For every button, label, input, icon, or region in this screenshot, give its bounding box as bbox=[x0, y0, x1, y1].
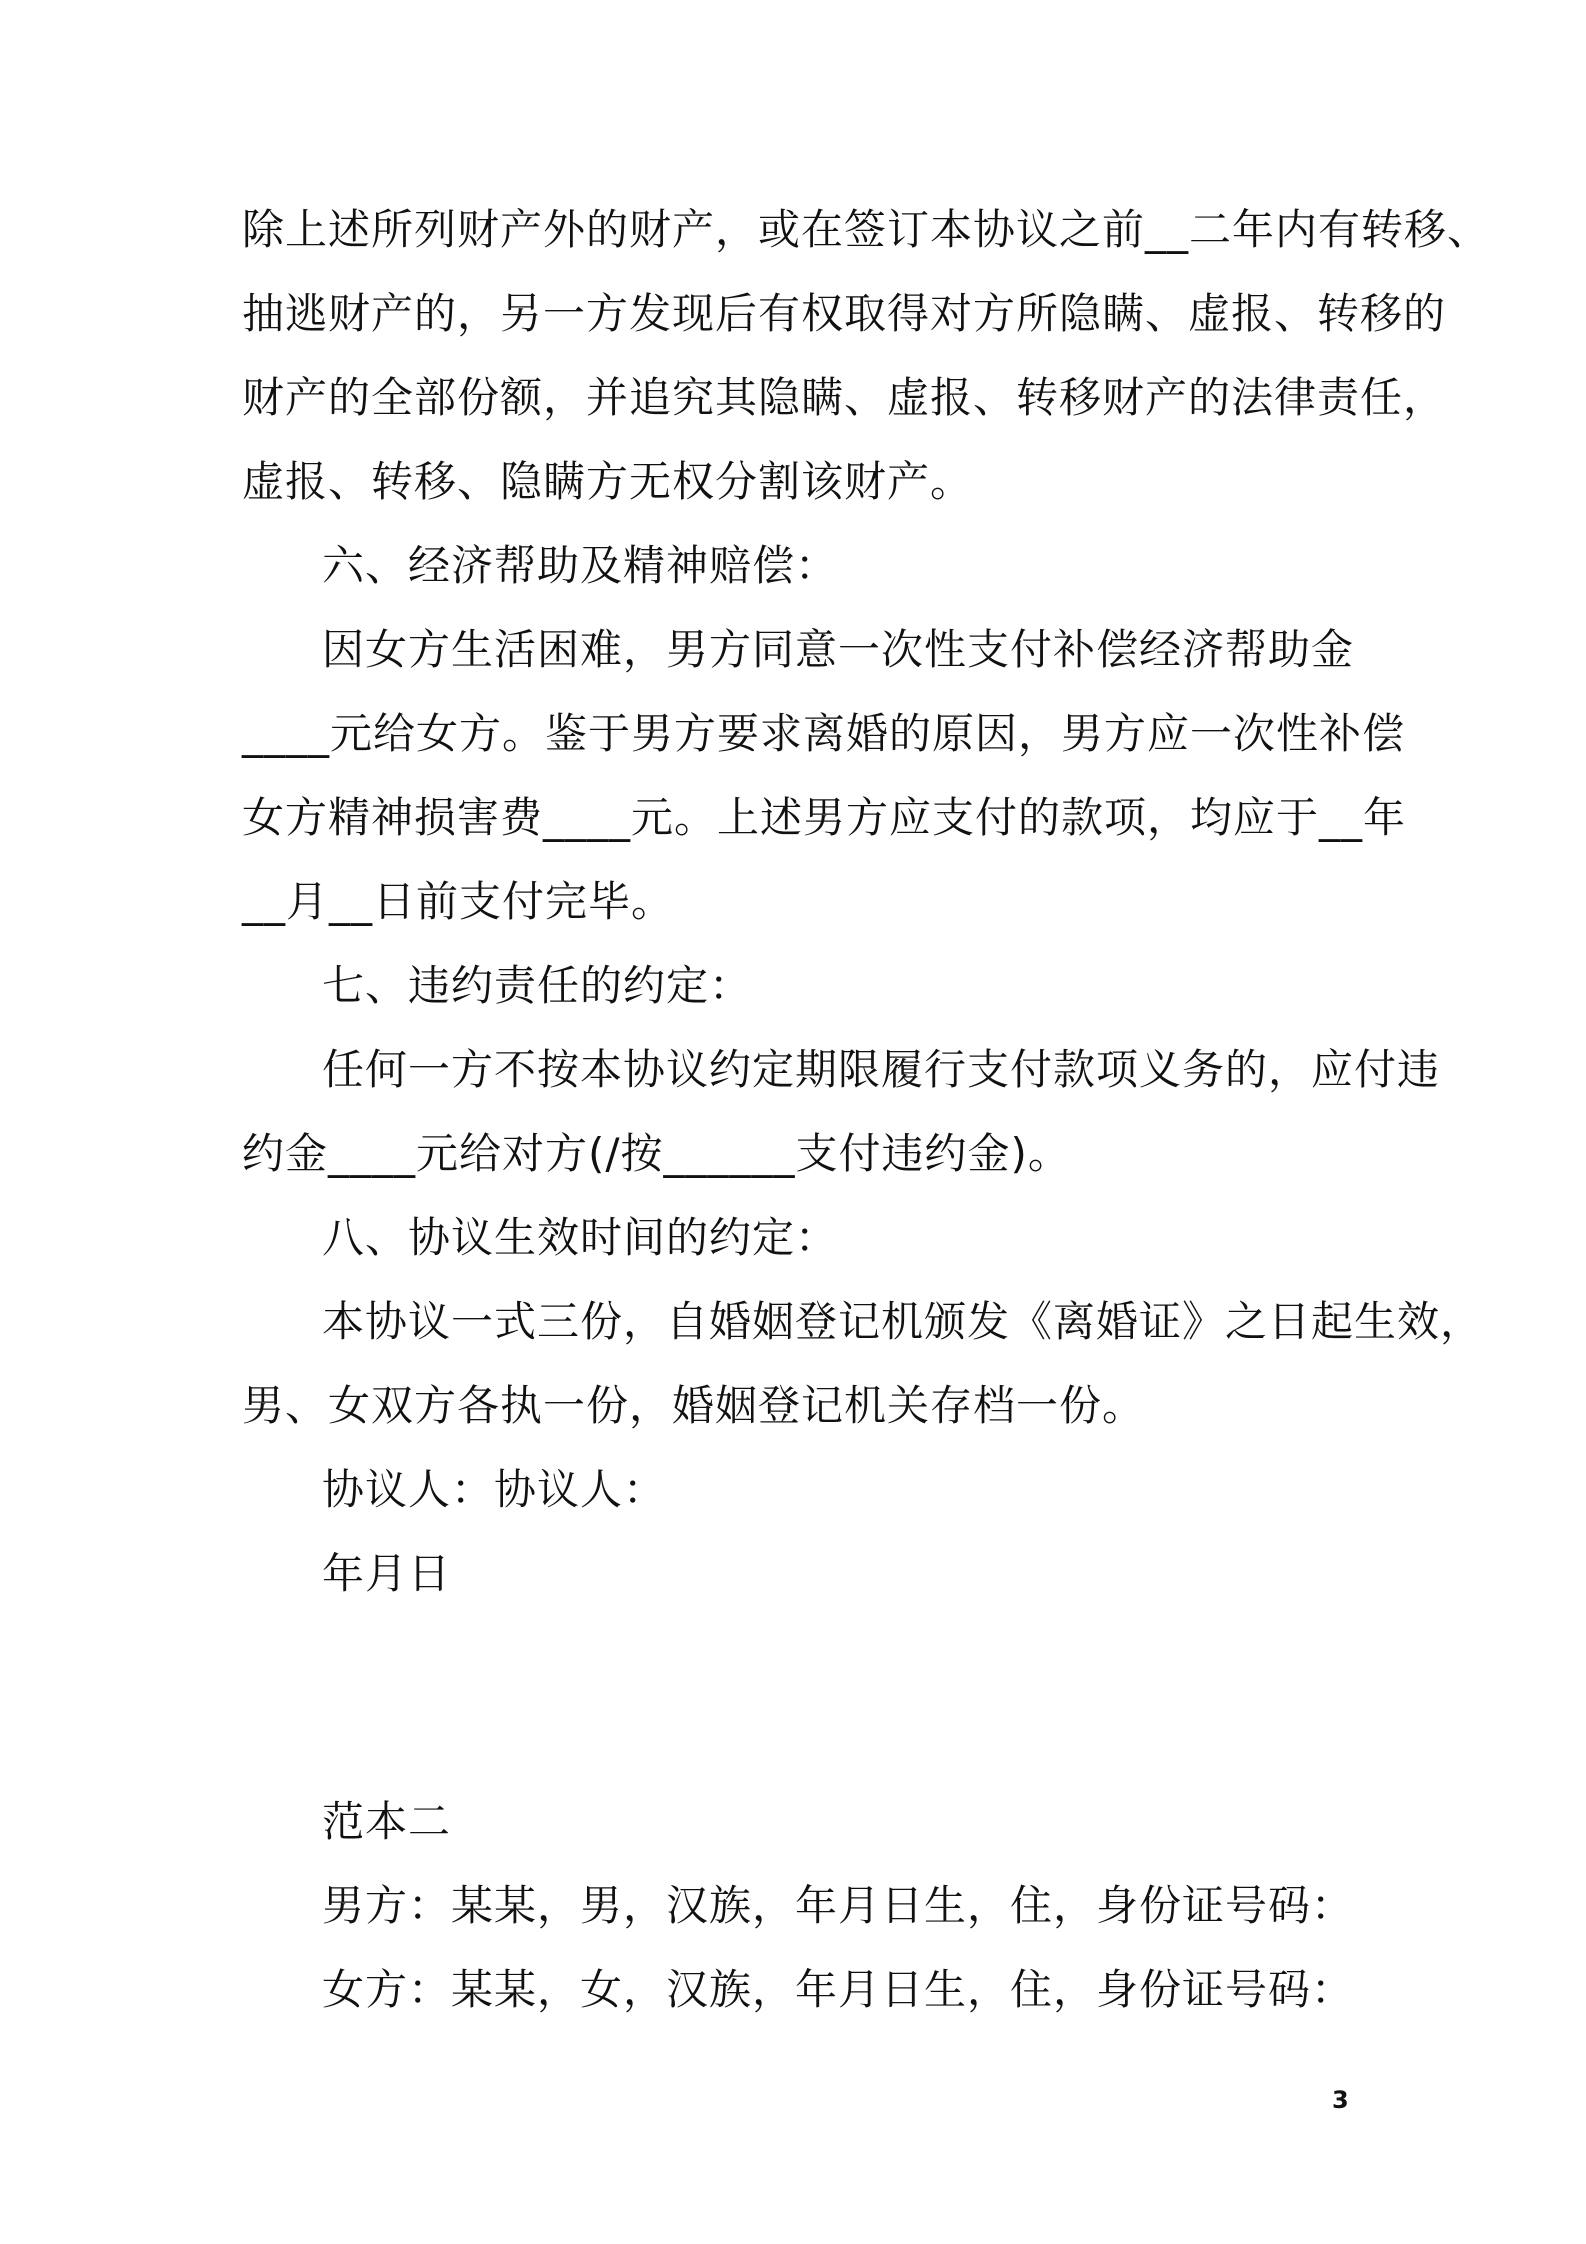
section-heading: 七、违约责任的约定： bbox=[322, 961, 753, 1010]
section-heading: 六、经济帮助及精神赔偿： bbox=[322, 541, 839, 590]
paragraph-line: 男、女双方各执一份，婚姻登记机关存档一份。 bbox=[242, 1381, 1146, 1430]
paragraph-line: 除上述所列财产外的财产，或在签订本协议之前__二年内有转移、 bbox=[242, 205, 1491, 254]
paragraph-line: 任何一方不按本协议约定期限履行支付款项义务的，应付违 bbox=[322, 1045, 1441, 1094]
paragraph-line: 本协议一式三份，自婚姻登记机颁发《离婚证》之日起生效， bbox=[322, 1297, 1484, 1346]
paragraph-line: __月__日前支付完毕。 bbox=[242, 877, 675, 926]
signature-line: 协议人：协议人： bbox=[322, 1465, 667, 1514]
paragraph-line: 财产的全部份额，并追究其隐瞒、虚报、转移财产的法律责任， bbox=[242, 373, 1447, 422]
male-party-line: 男方：某某，男，汉族，年月日生，住，身份证号码： bbox=[322, 1881, 1355, 1930]
section-heading: 八、协议生效时间的约定： bbox=[322, 1213, 839, 1262]
template-title: 范本二 bbox=[322, 1797, 452, 1846]
date-line: 年月日 bbox=[322, 1549, 452, 1598]
paragraph-line: 女方精神损害费____元。上述男方应支付的款项，均应于__年 bbox=[242, 793, 1407, 842]
female-party-line: 女方：某某，女，汉族，年月日生，住，身份证号码： bbox=[322, 1965, 1355, 2014]
page-number: 3 bbox=[1332, 2086, 1349, 2114]
paragraph-line: 虚报、转移、隐瞒方无权分割该财产。 bbox=[242, 457, 974, 506]
paragraph-line: 约金____元给对方(/按______支付违约金)。 bbox=[242, 1129, 1071, 1178]
paragraph-line: 抽逃财产的，另一方发现后有权取得对方所隐瞒、虚报、转移的 bbox=[242, 289, 1447, 338]
paragraph-line: 因女方生活困难，男方同意一次性支付补偿经济帮助金 bbox=[322, 625, 1355, 674]
paragraph-line: ____元给女方。鉴于男方要求离婚的原因，男方应一次性补偿 bbox=[242, 709, 1406, 758]
